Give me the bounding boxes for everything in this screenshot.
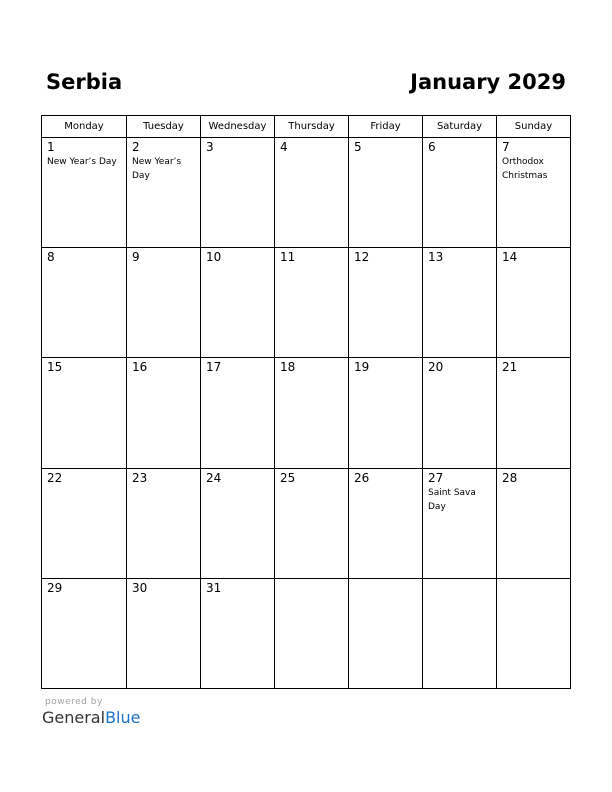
- day-number: 21: [502, 360, 518, 375]
- weekday-tuesday: Tuesday: [127, 116, 201, 138]
- weekday-thursday: Thursday: [275, 116, 349, 138]
- weekday-friday: Friday: [349, 116, 423, 138]
- week-row: [42, 138, 571, 248]
- day-number: 1: [47, 140, 55, 154]
- day-number: 10: [206, 250, 222, 265]
- logo-text-general: General: [42, 708, 106, 727]
- day-cell: [423, 248, 497, 358]
- day-cell: [275, 138, 349, 248]
- day-cell: [127, 578, 201, 688]
- day-cell: [275, 578, 349, 688]
- week-row: [42, 468, 571, 578]
- day-cell: [42, 248, 127, 358]
- day-cell: [127, 138, 201, 248]
- day-number: 12: [354, 250, 370, 265]
- day-number: 16: [132, 360, 148, 375]
- day-cell: [423, 578, 497, 688]
- day-number: 11: [280, 250, 296, 265]
- day-cell: [349, 248, 423, 358]
- week-row: [42, 248, 571, 358]
- day-number: 27: [428, 470, 444, 485]
- day-cell: [127, 358, 201, 468]
- weekday-monday: Monday: [42, 116, 127, 138]
- day-number: 25: [280, 470, 296, 485]
- day-cell: [42, 468, 127, 578]
- day-number: 31: [206, 580, 222, 595]
- day-number: 8: [47, 250, 55, 265]
- day-number: 30: [132, 580, 148, 595]
- day-number: 4: [280, 140, 288, 154]
- holiday-label: New Year’s Day: [132, 157, 182, 181]
- day-cell: [423, 138, 497, 248]
- day-cell: [423, 358, 497, 468]
- day-cell: [42, 138, 127, 248]
- day-number: 13: [428, 250, 444, 265]
- day-cell: [42, 358, 127, 468]
- day-number: 23: [132, 470, 148, 485]
- day-cell: [275, 248, 349, 358]
- day-number: 19: [354, 360, 370, 375]
- weekday-wednesday: Wednesday: [201, 116, 275, 138]
- day-number: 3: [206, 140, 214, 154]
- day-cell: [42, 578, 127, 688]
- day-number: 14: [502, 250, 518, 265]
- month-year-title: January 2029: [410, 70, 566, 94]
- day-cell: [349, 358, 423, 468]
- day-cell: [201, 248, 275, 358]
- weekday-header-row: [42, 116, 571, 138]
- calendar-body: [42, 138, 571, 689]
- day-number: 28: [502, 470, 518, 485]
- day-number: 26: [354, 470, 370, 485]
- generalblue-logo[interactable]: [42, 708, 140, 727]
- holiday-label: New Year’s Day: [47, 157, 117, 167]
- logo-text-blue: Blue: [105, 708, 141, 727]
- day-cell: [127, 468, 201, 578]
- day-cell: [349, 468, 423, 578]
- holiday-label: Saint Sava Day: [428, 487, 476, 512]
- day-number: 29: [47, 580, 63, 595]
- day-number: 2: [132, 140, 140, 154]
- day-number: 17: [206, 360, 222, 375]
- day-cell: [497, 468, 571, 578]
- week-row: [42, 358, 571, 468]
- day-cell: [497, 138, 571, 248]
- day-cell: [497, 578, 571, 688]
- day-number: 6: [428, 140, 436, 154]
- day-cell: [423, 468, 497, 578]
- holiday-label: Orthodox Christmas: [502, 157, 548, 181]
- day-cell: [349, 138, 423, 248]
- day-cell: [497, 358, 571, 468]
- day-number: 18: [280, 360, 296, 375]
- day-cell: [127, 248, 201, 358]
- day-cell: [349, 578, 423, 688]
- day-number: 15: [47, 360, 63, 375]
- day-cell: [275, 468, 349, 578]
- week-row: [42, 578, 571, 688]
- powered-by-label: powered by: [45, 697, 103, 707]
- day-cell: [201, 138, 275, 248]
- country-title: Serbia: [46, 70, 123, 94]
- day-number: 24: [206, 470, 222, 485]
- calendar-grid: [41, 115, 571, 689]
- day-number: 22: [47, 470, 63, 485]
- day-number: 7: [502, 140, 510, 154]
- weekday-sunday: Sunday: [497, 116, 571, 138]
- day-cell: [201, 358, 275, 468]
- day-number: 9: [132, 250, 140, 265]
- weekday-saturday: Saturday: [423, 116, 497, 138]
- day-cell: [201, 468, 275, 578]
- day-cell: [497, 248, 571, 358]
- day-cell: [201, 578, 275, 688]
- day-number: 20: [428, 360, 444, 375]
- day-cell: [275, 358, 349, 468]
- day-number: 5: [354, 140, 362, 154]
